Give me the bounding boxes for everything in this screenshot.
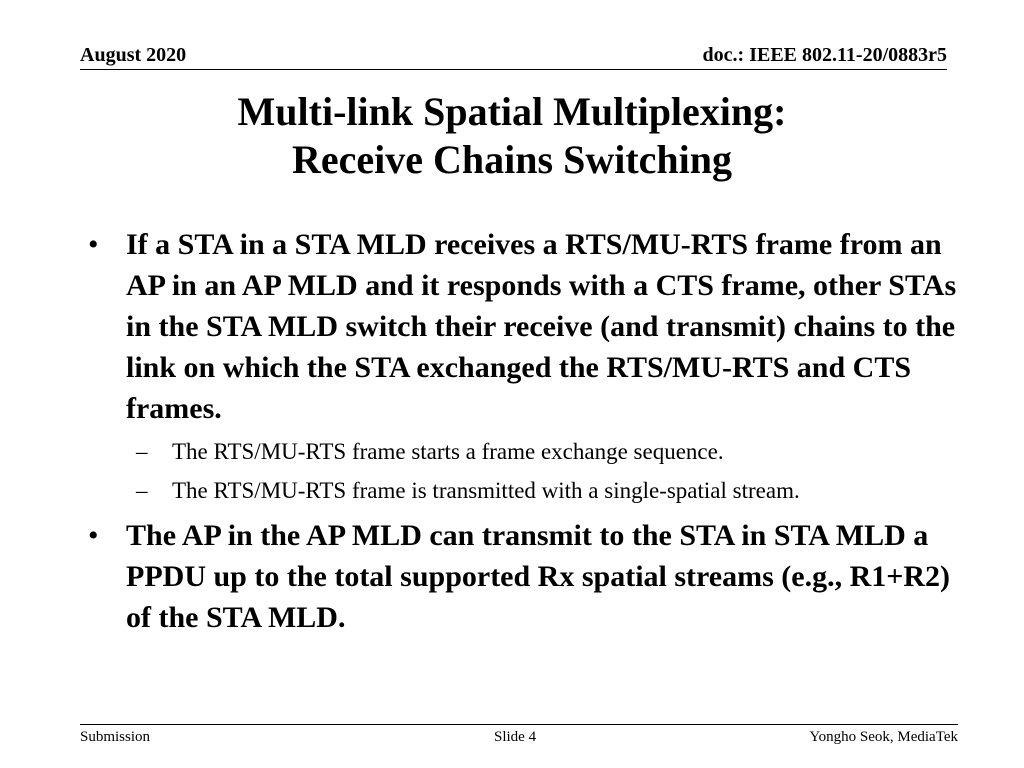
dash-icon: – bbox=[136, 478, 148, 503]
bullet-dot-icon: • bbox=[88, 519, 99, 552]
sub-bullet-2 bbox=[80, 475, 960, 507]
slide-title bbox=[0, 88, 1024, 184]
header-divider bbox=[80, 69, 947, 70]
sub-bullet-2-text: The RTS/MU-RTS frame is transmitted with a single-spatial stream. bbox=[172, 478, 800, 503]
bullet-1 bbox=[80, 224, 960, 429]
sub-bullet-1 bbox=[80, 436, 960, 468]
bullet-1-text: If a STA in a STA MLD receives a RTS/MU-RTS frame from an AP in an AP MLD and it responds with a CTS frame, other STAs in the STA MLD switch their receive (and transmit) chains to the link on which the STA exchanged the RTS/MU-RTS and CTS frames. bbox=[126, 228, 957, 425]
footer-slide-number: Slide 4 bbox=[494, 729, 537, 745]
footer-submission: Submission bbox=[80, 729, 151, 745]
dash-icon: – bbox=[136, 439, 148, 464]
header-date: August 2020 bbox=[80, 44, 187, 66]
bullet-2-text: The AP in the AP MLD can transmit to the STA in STA MLD a PPDU up to the total supported Rx spatial streams (e.g., R1+R2) of the STA MLD. bbox=[126, 519, 951, 634]
slide-title-line-1: Multi-link Spatial Multiplexing: bbox=[237, 89, 787, 134]
bullet-2 bbox=[80, 515, 960, 638]
sub-bullet-1-text: The RTS/MU-RTS frame starts a frame exchange sequence. bbox=[172, 439, 724, 464]
footer-author: Yongho Seok, MediaTek bbox=[809, 729, 958, 745]
slide-body bbox=[80, 224, 960, 638]
header-doc-id: doc.: IEEE 802.11-20/0883r5 bbox=[702, 44, 947, 66]
bullet-dot-icon: • bbox=[88, 228, 99, 261]
slide-title-line-2: Receive Chains Switching bbox=[292, 137, 732, 182]
footer-divider bbox=[80, 724, 958, 725]
